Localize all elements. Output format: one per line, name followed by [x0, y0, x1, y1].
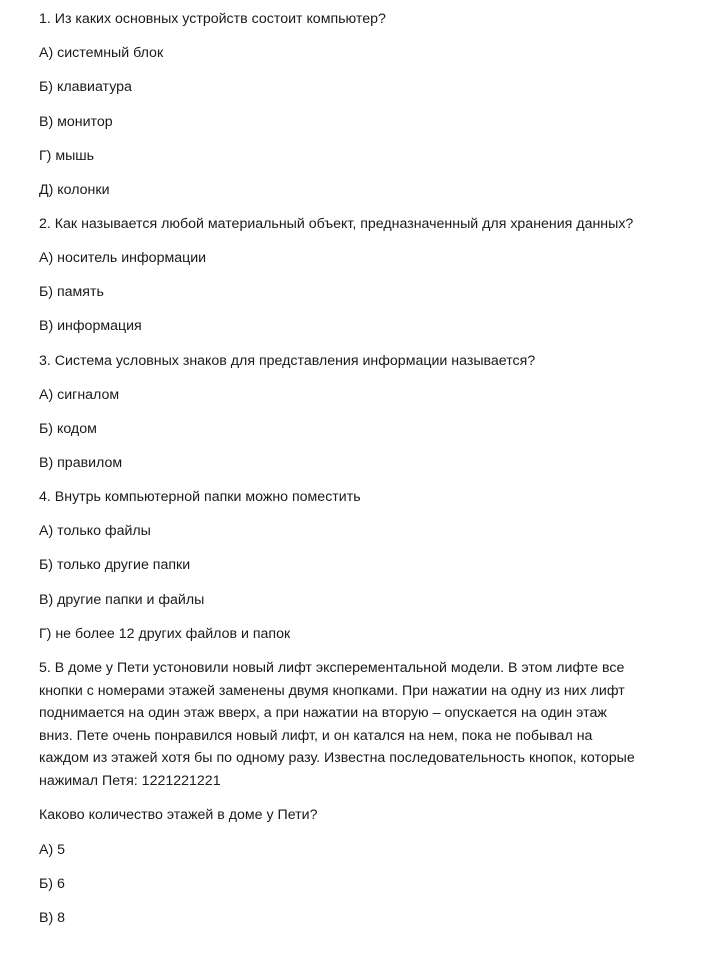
question-5-subquestion: Каково количество этажей в доме у Пети?: [39, 807, 318, 823]
q1-option-d: Г) мышь: [39, 148, 95, 164]
q3-option-c: В) правилом: [39, 455, 123, 471]
question-5-line-2: кнопки с номерами этажей заменены двумя кнопками. При нажатии на одну из них лифт: [39, 683, 625, 699]
question-4: 4. Внутрь компьютерной папки можно поместить: [39, 489, 361, 505]
question-2: 2. Как называется любой материальный объект, предназначенный для хранения данных?: [39, 216, 634, 232]
q2-option-c: В) информация: [39, 318, 142, 334]
question-1: 1. Из каких основных устройств состоит компьютер?: [39, 11, 386, 27]
q1-option-c: В) монитор: [39, 114, 113, 130]
q2-option-b: Б) память: [39, 284, 104, 300]
q1-option-e: Д) колонки: [39, 182, 110, 198]
question-3: 3. Система условных знаков для представления информации называется?: [39, 353, 536, 369]
question-5-line-6: нажимал Петя: 1221221221: [39, 773, 221, 789]
q2-option-a: А) носитель информации: [39, 250, 207, 266]
question-5-line-3: поднимается на один этаж вверх, а при нажатии на вторую – опускается на один этаж: [39, 705, 607, 721]
q3-option-b: Б) кодом: [39, 421, 97, 437]
q5-option-c: В) 8: [39, 910, 66, 926]
q1-option-b: Б) клавиатура: [39, 79, 132, 95]
q5-option-b: Б) 6: [39, 876, 65, 892]
question-5-line-4: вниз. Пете очень понравился новый лифт, и он катался на нем, пока не побывал на: [39, 728, 593, 744]
question-5-line-1: 5. В доме у Пети устоновили новый лифт эксперементальной модели. В этом лифте все: [39, 660, 625, 676]
q4-option-a: А) только файлы: [39, 523, 151, 539]
q4-option-d: Г) не более 12 других файлов и папок: [39, 626, 291, 642]
q5-option-a: А) 5: [39, 842, 66, 858]
q4-option-b: Б) только другие папки: [39, 557, 191, 573]
q3-option-a: А) сигналом: [39, 387, 120, 403]
question-5-line-5: каждом из этажей хотя бы по одному разу. Известна последовательность кнопок, которые: [39, 750, 635, 766]
q4-option-c: В) другие папки и файлы: [39, 592, 205, 608]
q1-option-a: А) системный блок: [39, 45, 164, 61]
